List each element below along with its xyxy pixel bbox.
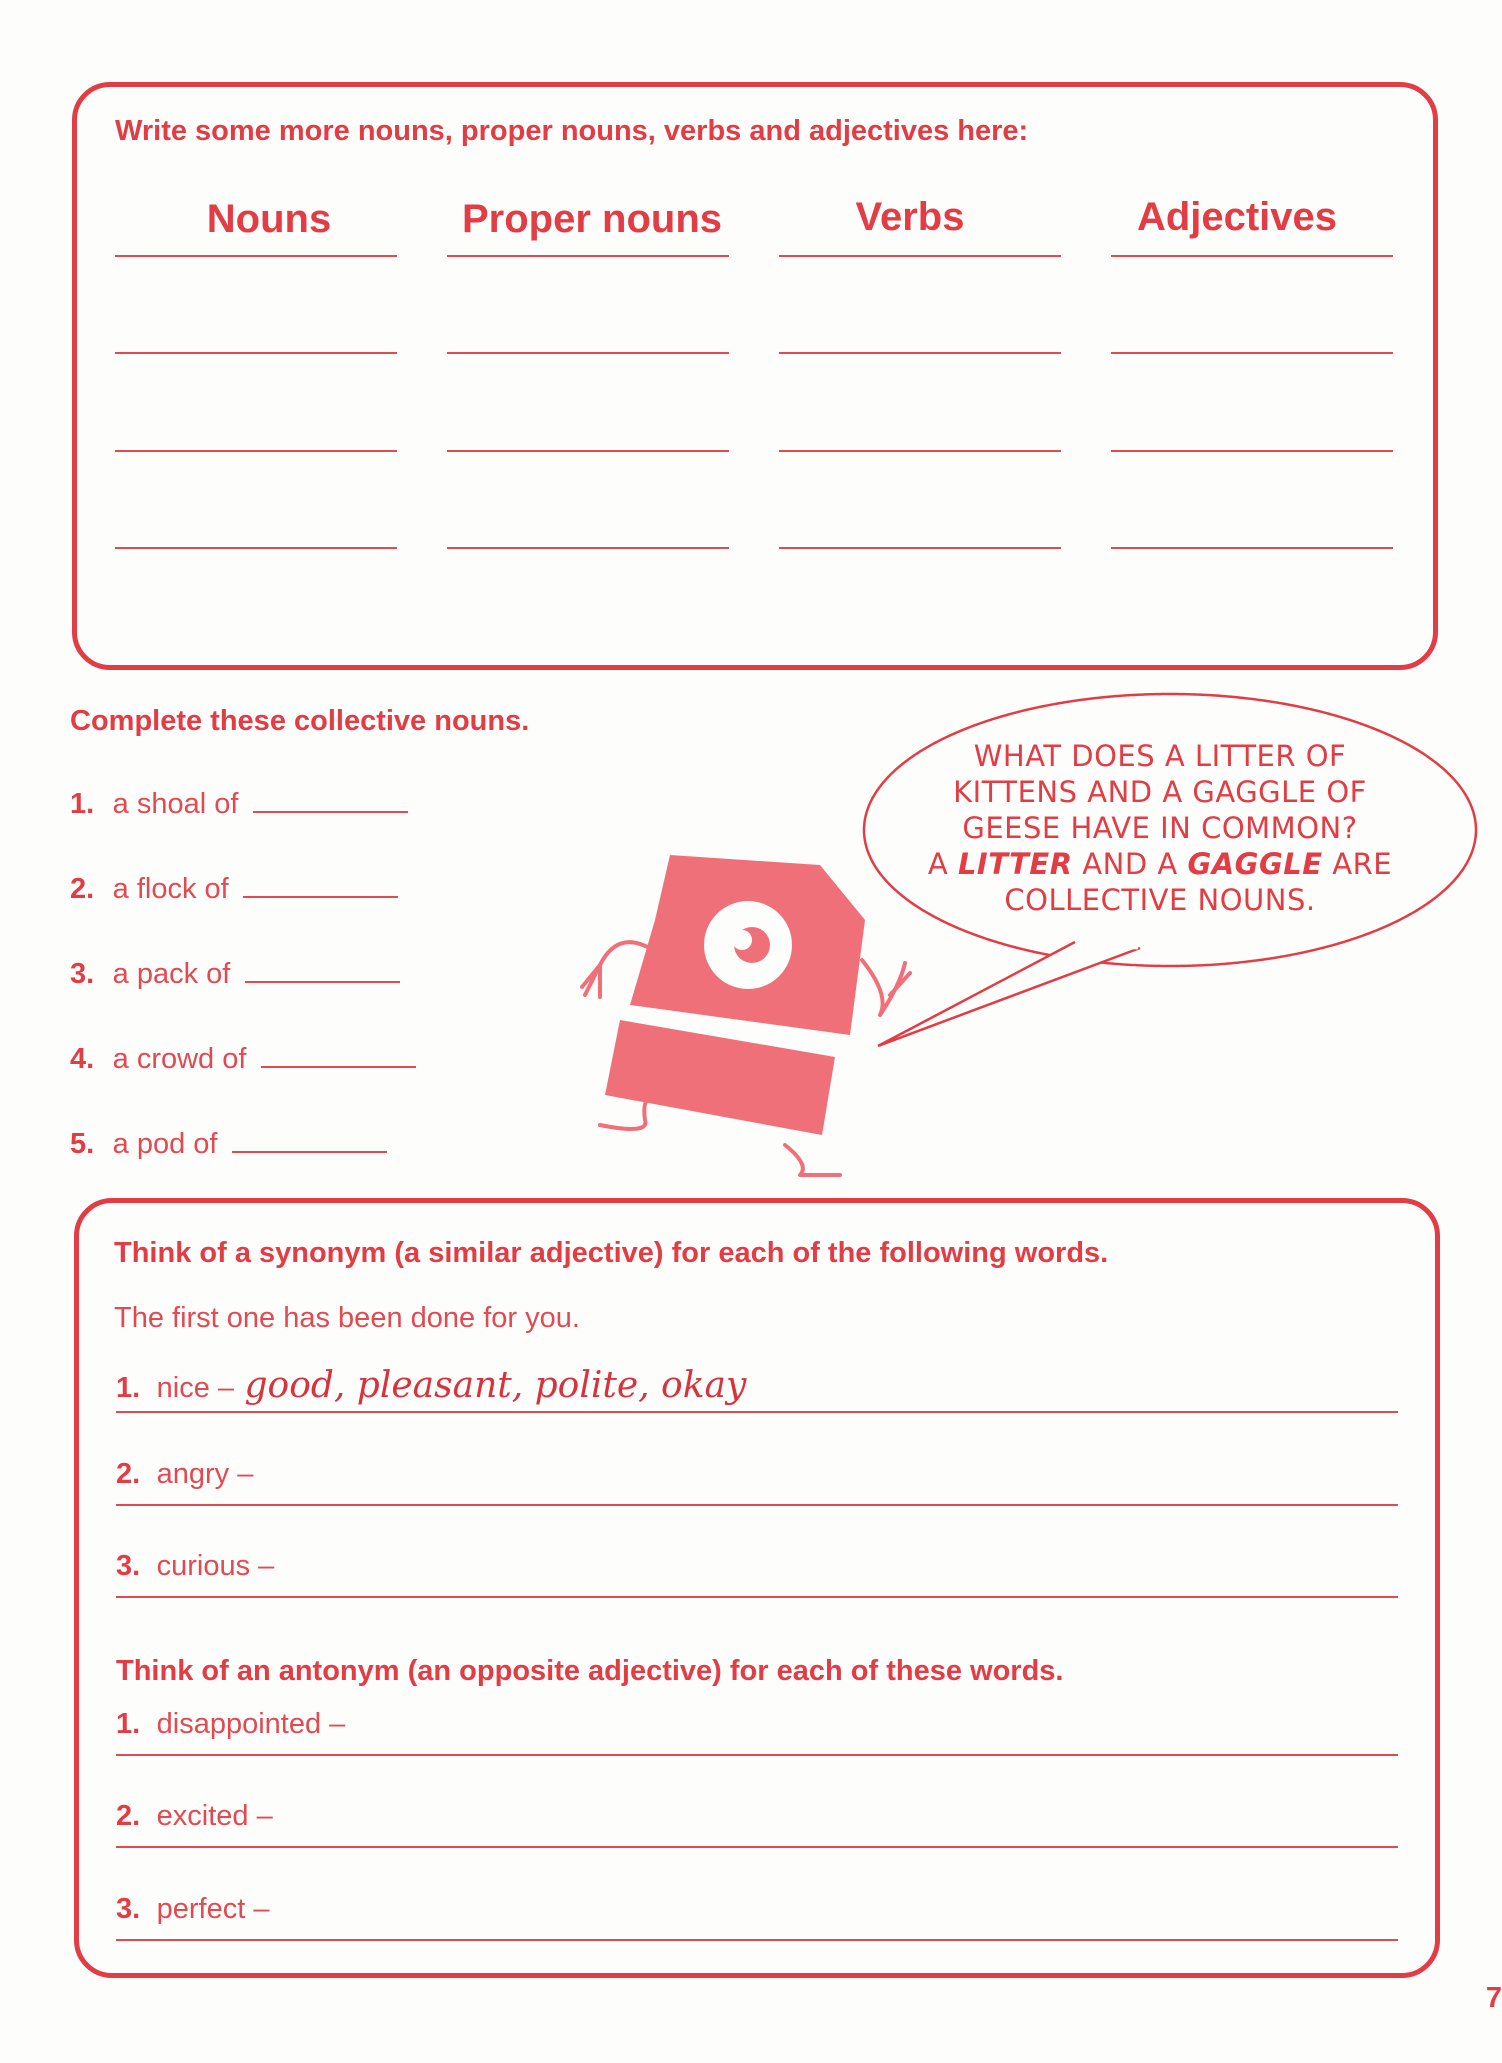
- synonym-instruction: Think of a synonym (a similar adjective) for each of the following words.: [114, 1237, 1109, 1269]
- column-header-verbs: Verbs: [855, 195, 965, 239]
- cartoon-character-illustration: [560, 845, 920, 1175]
- handwritten-answer: good, pleasant, polite, okay: [244, 1365, 747, 1406]
- item-text: a flock of: [112, 873, 229, 905]
- word-writing-line[interactable]: [1111, 547, 1393, 549]
- item-text: a crowd of: [112, 1043, 247, 1075]
- word-table-panel: [72, 82, 1438, 670]
- answer-blank[interactable]: [253, 810, 408, 813]
- item-number: 2.: [70, 873, 95, 905]
- collective-nouns-instruction: Complete these collective nouns.: [70, 705, 530, 737]
- answer-blank[interactable]: [245, 980, 400, 983]
- word-writing-line[interactable]: [115, 255, 397, 257]
- column-header-nouns: Nouns: [206, 197, 332, 241]
- item-number: 2.: [116, 1458, 141, 1490]
- word-writing-line[interactable]: [1111, 255, 1393, 257]
- collective-item: [70, 873, 398, 906]
- item-number: 1.: [116, 1372, 141, 1404]
- word-writing-line[interactable]: [115, 547, 397, 549]
- item-word: angry –: [156, 1458, 254, 1490]
- answer-blank[interactable]: [261, 1065, 416, 1068]
- antonym-line[interactable]: [116, 1800, 1398, 1848]
- antonym-line[interactable]: [116, 1893, 1398, 1941]
- antonym-line[interactable]: [116, 1708, 1398, 1756]
- collective-item: [70, 1043, 416, 1076]
- collective-item: [70, 1128, 387, 1161]
- word-writing-line[interactable]: [447, 450, 729, 452]
- word-writing-line[interactable]: [779, 352, 1061, 354]
- item-number: 4.: [70, 1043, 95, 1075]
- word-writing-line[interactable]: [779, 255, 1061, 257]
- collective-item: [70, 788, 408, 821]
- item-number: 5.: [70, 1128, 95, 1160]
- item-text: a shoal of: [112, 788, 239, 820]
- synonym-line[interactable]: [116, 1365, 1398, 1413]
- word-writing-line[interactable]: [447, 352, 729, 354]
- word-writing-line[interactable]: [447, 255, 729, 257]
- synonym-note: The first one has been done for you.: [114, 1302, 580, 1334]
- word-writing-line[interactable]: [779, 547, 1061, 549]
- item-number: 2.: [116, 1800, 141, 1832]
- column-header-adjectives: Adjectives: [1136, 195, 1338, 239]
- synonym-line[interactable]: [116, 1550, 1398, 1598]
- speech-bubble-text: WHAT DOES A LITTER OF KITTENS AND A GAGGLE OF GEESE HAVE IN COMMON? A LITTER AND A GAGGLE ARE COLLECTIVE NOUNS.: [927, 739, 1393, 917]
- collective-item: [70, 958, 400, 991]
- antonym-instruction: Think of an antonym (an opposite adjective) for each of these words.: [116, 1655, 1064, 1687]
- word-writing-line[interactable]: [115, 352, 397, 354]
- item-word: disappointed –: [156, 1708, 346, 1740]
- item-text: a pack of: [112, 958, 231, 990]
- word-table-instruction: Write some more nouns, proper nouns, verbs and adjectives here:: [115, 115, 1029, 147]
- word-writing-line[interactable]: [1111, 450, 1393, 452]
- item-word: nice –: [156, 1372, 235, 1404]
- page-number: 7: [1485, 1982, 1502, 2014]
- answer-blank[interactable]: [243, 895, 398, 898]
- answer-blank[interactable]: [232, 1150, 387, 1153]
- item-number: 3.: [70, 958, 95, 990]
- item-number: 1.: [116, 1708, 141, 1740]
- synonym-line[interactable]: [116, 1458, 1398, 1506]
- item-number: 3.: [116, 1550, 141, 1582]
- item-word: curious –: [156, 1550, 275, 1582]
- item-word: excited –: [156, 1800, 273, 1832]
- word-writing-line[interactable]: [447, 547, 729, 549]
- item-number: 3.: [116, 1893, 141, 1925]
- word-writing-line[interactable]: [115, 450, 397, 452]
- word-writing-line[interactable]: [1111, 352, 1393, 354]
- item-word: perfect –: [156, 1893, 270, 1925]
- word-writing-line[interactable]: [779, 450, 1061, 452]
- item-number: 1.: [70, 788, 95, 820]
- item-text: a pod of: [112, 1128, 218, 1160]
- column-header-proper-nouns: Proper nouns: [461, 197, 723, 241]
